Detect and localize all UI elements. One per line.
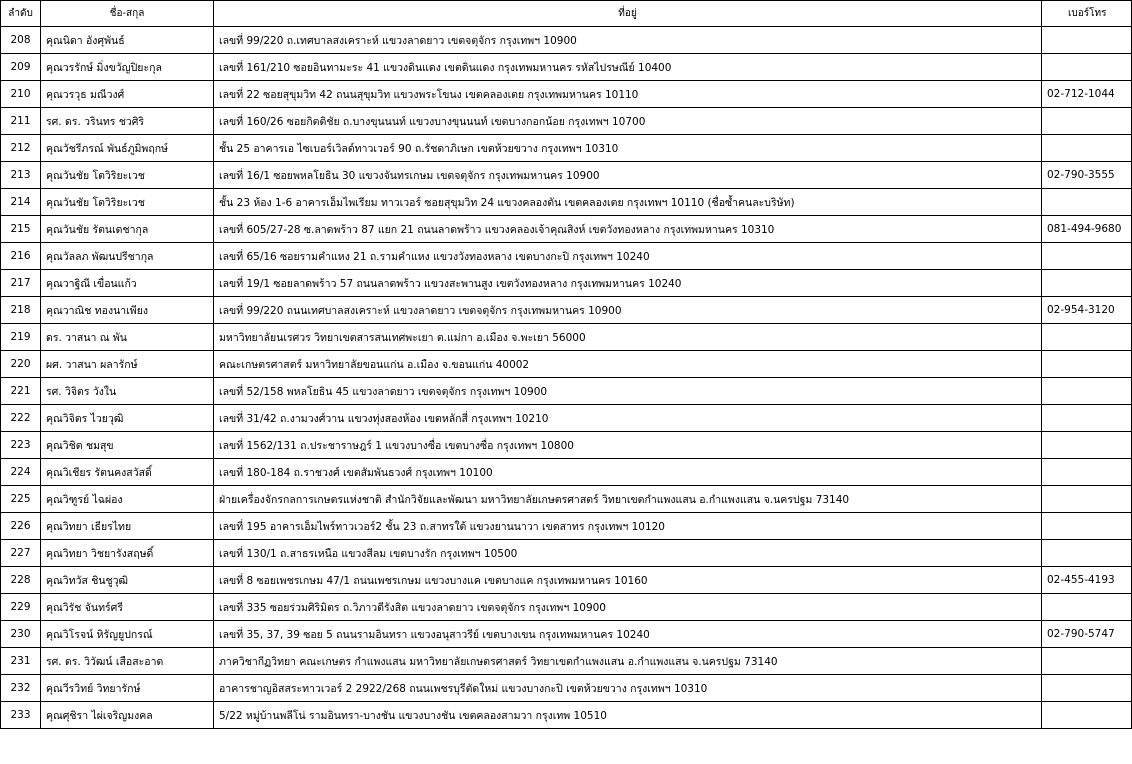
row-number-cell: 210 — [1, 81, 41, 108]
table-row — [1, 702, 1132, 729]
row-number-cell: 217 — [1, 270, 41, 297]
table-row — [1, 432, 1132, 459]
row-name-cell: คุณวิเชียร รัตนคงสวัสดิ์ — [41, 459, 214, 486]
row-number-cell: 230 — [1, 621, 41, 648]
table-row — [1, 54, 1132, 81]
row-number-cell: 218 — [1, 297, 41, 324]
row-phone-cell: 02-790-3555 — [1042, 162, 1132, 189]
row-number-cell: 212 — [1, 135, 41, 162]
row-phone-cell — [1042, 513, 1132, 540]
row-name-cell: คุณวิฑูรย์ ไฉผ่อง — [41, 486, 214, 513]
row-phone-cell — [1042, 108, 1132, 135]
table-row — [1, 378, 1132, 405]
row-name-cell: คุณวัชรีภรณ์ พันธ์ภูมิพฤกษ์ — [41, 135, 214, 162]
row-address-cell: คณะเกษตรศาสตร์ มหาวิทยาลัยขอนแก่น อ.เมือง จ.ขอนแก่น 40002 — [214, 351, 1042, 378]
row-phone-cell — [1042, 135, 1132, 162]
table-row — [1, 189, 1132, 216]
row-name-cell: คุณวัลลภ พัฒนปรีชากุล — [41, 243, 214, 270]
row-number-cell: 220 — [1, 351, 41, 378]
row-name-cell: ผศ. วาสนา ผลารักษ์ — [41, 351, 214, 378]
table-row — [1, 567, 1132, 594]
row-name-cell: คุณวรรักษ์ มิ่งขวัญปิยะกุล — [41, 54, 214, 81]
row-number-cell: 232 — [1, 675, 41, 702]
table-row — [1, 216, 1132, 243]
row-number-cell: 209 — [1, 54, 41, 81]
row-address-cell: เลขที่ 160/26 ซอยกิตติชัย ถ.บางขุนนนท์ แขวงบางขุนนนท์ เขตบางกอกน้อย กรุงเทพฯ 10700 — [214, 108, 1042, 135]
row-address-cell: มหาวิทยาลัยนเรศวร วิทยาเขตสารสนเทศพะเยา ต.แม่กา อ.เมือง จ.พะเยา 56000 — [214, 324, 1042, 351]
row-name-cell: รศ. ดร. วิวัฒน์ เสือสะอาด — [41, 648, 214, 675]
row-name-cell: คุณวรวุธ มณีวงศ์ — [41, 81, 214, 108]
row-phone-cell: 02-455-4193 — [1042, 567, 1132, 594]
row-name-cell: คุณวิชิต ชมสุข — [41, 432, 214, 459]
row-phone-cell — [1042, 405, 1132, 432]
table-row — [1, 675, 1132, 702]
row-name-cell: คุณวิทยา วิชยารังสฤษดิ์ — [41, 540, 214, 567]
table-row — [1, 270, 1132, 297]
header-no: ลำดับ — [1, 1, 41, 27]
row-number-cell: 228 — [1, 567, 41, 594]
row-name-cell: คุณวิทวัส ชินชูวุฒิ — [41, 567, 214, 594]
row-phone-cell — [1042, 486, 1132, 513]
row-name-cell: คุณวันชัย โตวิริยะเวช — [41, 189, 214, 216]
row-number-cell: 214 — [1, 189, 41, 216]
row-address-cell: เลขที่ 19/1 ซอยลาดพร้าว 57 ถนนลาดพร้าว แขวงสะพานสูง เขตวังทองหลาง กรุงเทพมหานคร 10240 — [214, 270, 1042, 297]
row-name-cell: คุณนิดา อังศุพันธ์ — [41, 27, 214, 54]
row-phone-cell — [1042, 675, 1132, 702]
table-row — [1, 486, 1132, 513]
row-phone-cell — [1042, 378, 1132, 405]
row-phone-cell — [1042, 351, 1132, 378]
row-address-cell: เลขที่ 605/27-28 ซ.ลาดพร้าว 87 แยก 21 ถนนลาดพร้าว แขวงคลองเจ้าคุณสิงห์ เขตวังทองหลาง กรุงเทพมหานคร 10310 — [214, 216, 1042, 243]
table-row — [1, 594, 1132, 621]
table-row — [1, 621, 1132, 648]
table-row — [1, 297, 1132, 324]
row-number-cell: 211 — [1, 108, 41, 135]
row-number-cell: 226 — [1, 513, 41, 540]
table-body — [1, 27, 1132, 729]
row-phone-cell — [1042, 243, 1132, 270]
row-number-cell: 213 — [1, 162, 41, 189]
row-name-cell: รศ. วิจิตร วังใน — [41, 378, 214, 405]
row-address-cell: ภาควิชากีฏวิทยา คณะเกษตร กำแพงแสน มหาวิทยาลัยเกษตรศาสตร์ วิทยาเขตกำแพงแสน อ.กำแพงแสน จ.นครปฐม 73140 — [214, 648, 1042, 675]
row-address-cell: เลขที่ 161/210 ซอยอินทามะระ 41 แขวงดินแดง เขตดินแดง กรุงเทพมหานคร รหัสไปรษณีย์ 10400 — [214, 54, 1042, 81]
row-phone-cell — [1042, 540, 1132, 567]
row-phone-cell: 02-712-1044 — [1042, 81, 1132, 108]
row-address-cell: เลขที่ 335 ซอยร่วมศิริมิตร ถ.วิภาวดีรังสิต แขวงลาดยาว เขตจตุจักร กรุงเทพฯ 10900 — [214, 594, 1042, 621]
table-row — [1, 459, 1132, 486]
row-address-cell: เลขที่ 99/220 ถ.เทศบาลสงเคราะห์ แขวงลาดยาว เขตจตุจักร กรุงเทพฯ 10900 — [214, 27, 1042, 54]
row-name-cell: คุณวาฐิณี เขื่อนแก้ว — [41, 270, 214, 297]
table-row — [1, 108, 1132, 135]
row-name-cell: คุณวาณิช ทองนาเพียง — [41, 297, 214, 324]
row-number-cell: 215 — [1, 216, 41, 243]
table-row — [1, 27, 1132, 54]
row-number-cell: 219 — [1, 324, 41, 351]
table-row — [1, 324, 1132, 351]
header-phone: เบอร์โทร — [1042, 1, 1132, 27]
row-number-cell: 231 — [1, 648, 41, 675]
row-number-cell: 221 — [1, 378, 41, 405]
row-number-cell: 233 — [1, 702, 41, 729]
row-name-cell: คุณวิโรจน์ หิรัญยูปกรณ์ — [41, 621, 214, 648]
row-name-cell: คุณศุชิรา ไผ่เจริญมงคล — [41, 702, 214, 729]
row-phone-cell — [1042, 432, 1132, 459]
header-row — [1, 1, 1132, 27]
table-row — [1, 243, 1132, 270]
table-row — [1, 405, 1132, 432]
table-row — [1, 351, 1132, 378]
row-number-cell: 224 — [1, 459, 41, 486]
row-address-cell: เลขที่ 22 ซอยสุขุมวิท 42 ถนนสุขุมวิท แขวงพระโขนง เขตคลองเตย กรุงเทพมหานคร 10110 — [214, 81, 1042, 108]
row-phone-cell — [1042, 324, 1132, 351]
table-row — [1, 81, 1132, 108]
row-number-cell: 223 — [1, 432, 41, 459]
table-row — [1, 648, 1132, 675]
table-row — [1, 162, 1132, 189]
row-address-cell: เลขที่ 1562/131 ถ.ประชาราษฎร์ 1 แขวงบางซื่อ เขตบางซื่อ กรุงเทพฯ 10800 — [214, 432, 1042, 459]
row-phone-cell: 02-954-3120 — [1042, 297, 1132, 324]
row-address-cell: ชั้น 23 ห้อง 1-6 อาคารเอ็มไพเรียม ทาวเวอร์ ซอยสุขุมวิท 24 แขวงคลองตัน เขตคลองเตย กรุงเทพฯ 10110 (ชื่อซ้ำคนละบริษัท) — [214, 189, 1042, 216]
row-address-cell: เลขที่ 180-184 ถ.ราชวงศ์ เขตสัมพันธวงศ์ กรุงเทพฯ 10100 — [214, 459, 1042, 486]
table-row — [1, 540, 1132, 567]
row-address-cell: 5/22 หมู่บ้านพลีโน่ รามอินทรา-บางชัน แขวงบางชัน เขตคลองสามวา กรุงเทพ 10510 — [214, 702, 1042, 729]
row-address-cell: เลขที่ 16/1 ซอยพหลโยธิน 30 แขวงจันทรเกษม เขตจตุจักร กรุงเทพมหานคร 10900 — [214, 162, 1042, 189]
table-row — [1, 135, 1132, 162]
row-number-cell: 229 — [1, 594, 41, 621]
row-address-cell: เลขที่ 195 อาคารเอ็มไพร์ทาวเวอร์2 ชั้น 23 ถ.สาทรใต้ แขวงยานนาวา เขตสาทร กรุงเทพฯ 10120 — [214, 513, 1042, 540]
row-phone-cell — [1042, 54, 1132, 81]
row-address-cell: เลขที่ 99/220 ถนนเทศบาลสงเคราะห์ แขวงลาดยาว เขตจตุจักร กรุงเทพมหานคร 10900 — [214, 297, 1042, 324]
row-name-cell: คุณวีรวิทย์ วิทยารักษ์ — [41, 675, 214, 702]
row-address-cell: ฝ่ายเครื่องจักรกลการเกษตรแห่งชาติ สำนักวิจัยและพัฒนา มหาวิทยาลัยเกษตรศาสตร์ วิทยาเขตกำแพงแสน อ.กำแพงแสน จ.นครปฐม 73140 — [214, 486, 1042, 513]
row-phone-cell — [1042, 459, 1132, 486]
row-phone-cell — [1042, 189, 1132, 216]
row-number-cell: 225 — [1, 486, 41, 513]
row-phone-cell — [1042, 270, 1132, 297]
row-phone-cell: 081-494-9680 — [1042, 216, 1132, 243]
row-address-cell: เลขที่ 8 ซอยเพชรเกษม 47/1 ถนนเพชรเกษม แขวงบางแค เขตบางแค กรุงเทพมหานคร 10160 — [214, 567, 1042, 594]
row-phone-cell — [1042, 27, 1132, 54]
row-name-cell: คุณวิจิตร ไวยวุฒิ — [41, 405, 214, 432]
row-address-cell: เลขที่ 65/16 ซอยรามคำแหง 21 ถ.รามคำแหง แขวงวังทองหลาง เขตบางกะปิ กรุงเทพฯ 10240 — [214, 243, 1042, 270]
row-address-cell: เลขที่ 31/42 ถ.งามวงศ์วาน แขวงทุ่งสองห้อง เขตหลักสี่ กรุงเทพฯ 10210 — [214, 405, 1042, 432]
row-name-cell: คุณวันชัย โตวิริยะเวช — [41, 162, 214, 189]
row-name-cell: ดร. วาสนา ณ พัน — [41, 324, 214, 351]
row-address-cell: ชั้น 25 อาคารเอ ไซเบอร์เวิลด์ทาวเวอร์ 90 ถ.รัชดาภิเษก เขตห้วยขวาง กรุงเทพฯ 10310 — [214, 135, 1042, 162]
header-address: ที่อยู่ — [214, 1, 1042, 27]
row-address-cell: อาคารชาญอิสสระทาวเวอร์ 2 2922/268 ถนนเพชรบุรีตัดใหม่ แขวงบางกะปิ เขตห้วยขวาง กรุงเทพฯ 10310 — [214, 675, 1042, 702]
row-address-cell: เลขที่ 130/1 ถ.สาธรเหนือ แขวงสีลม เขตบางรัก กรุงเทพฯ 10500 — [214, 540, 1042, 567]
row-phone-cell — [1042, 648, 1132, 675]
row-name-cell: คุณวิรัช จันทร์ศรี — [41, 594, 214, 621]
header-name: ชื่อ-สกุล — [41, 1, 214, 27]
row-address-cell: เลขที่ 52/158 พหลโยธิน 45 แขวงลาดยาว เขตจตุจักร กรุงเทพฯ 10900 — [214, 378, 1042, 405]
table-row — [1, 513, 1132, 540]
row-phone-cell: 02-790-5747 — [1042, 621, 1132, 648]
row-name-cell: รศ. ดร. วรินทร ชวศิริ — [41, 108, 214, 135]
row-number-cell: 208 — [1, 27, 41, 54]
row-number-cell: 216 — [1, 243, 41, 270]
row-name-cell: คุณวิทยา เธียรไทย — [41, 513, 214, 540]
row-number-cell: 222 — [1, 405, 41, 432]
row-name-cell: คุณวันชัย รัตนเดชากุล — [41, 216, 214, 243]
row-phone-cell — [1042, 702, 1132, 729]
row-phone-cell — [1042, 594, 1132, 621]
row-number-cell: 227 — [1, 540, 41, 567]
row-address-cell: เลขที่ 35, 37, 39 ซอย 5 ถนนรามอินทรา แขวงอนุสาวรีย์ เขตบางเขน กรุงเทพมหานคร 10240 — [214, 621, 1042, 648]
